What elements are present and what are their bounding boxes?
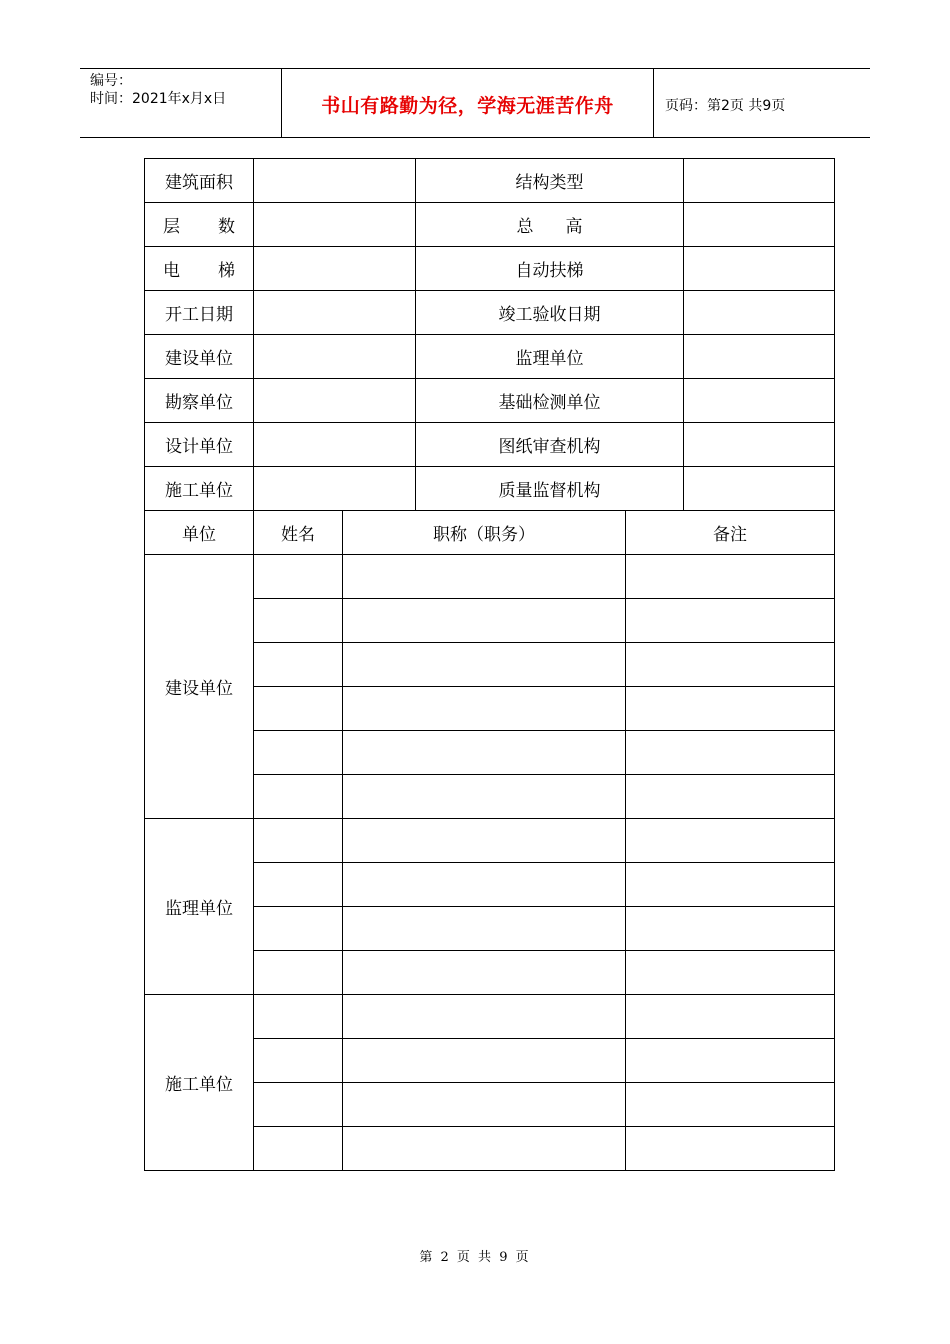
name-cell <box>254 1083 343 1127</box>
info-row <box>145 247 835 291</box>
info-label: 施工单位 <box>145 467 254 511</box>
info-value-cell <box>684 423 835 467</box>
info-row <box>145 467 835 511</box>
title-cell <box>343 599 626 643</box>
info-label: 建筑面积 <box>145 159 254 203</box>
info-label <box>145 247 254 291</box>
remark-cell <box>626 951 835 995</box>
info-value-cell <box>254 379 416 423</box>
time-label: 时间：2021年x月x日 <box>90 91 227 107</box>
remark-cell <box>626 819 835 863</box>
name-cell <box>254 995 343 1039</box>
label-char: 电 <box>163 261 180 281</box>
info-value-cell <box>254 159 416 203</box>
info-label: 建设单位 <box>145 335 254 379</box>
info-value-cell <box>684 159 835 203</box>
spread-label <box>517 212 583 237</box>
label-char: 高 <box>565 217 583 237</box>
info-label <box>416 203 684 247</box>
remark-cell <box>626 775 835 819</box>
info-label: 结构类型 <box>416 159 684 203</box>
title-cell <box>343 907 626 951</box>
label-char: 梯 <box>218 261 235 281</box>
header-divider <box>653 69 654 137</box>
remark-cell <box>626 687 835 731</box>
title-cell <box>343 995 626 1039</box>
group-label: 监理单位 <box>145 819 254 995</box>
header-meta <box>90 72 226 108</box>
name-cell <box>254 1127 343 1171</box>
remark-cell <box>626 555 835 599</box>
project-info-table <box>144 158 835 1171</box>
staff-row <box>145 995 835 1039</box>
label-char: 层 <box>163 217 180 237</box>
column-header: 职称（职务） <box>343 511 626 555</box>
info-label: 基础检测单位 <box>416 379 684 423</box>
remark-cell <box>626 599 835 643</box>
title-cell <box>343 1083 626 1127</box>
staff-row <box>145 555 835 599</box>
name-cell <box>254 819 343 863</box>
info-value-cell <box>684 203 835 247</box>
remark-cell <box>626 863 835 907</box>
remark-cell <box>626 731 835 775</box>
info-row <box>145 335 835 379</box>
remark-cell <box>626 1127 835 1171</box>
remark-cell <box>626 643 835 687</box>
column-header: 姓名 <box>254 511 343 555</box>
info-label: 开工日期 <box>145 291 254 335</box>
info-value-cell <box>254 291 416 335</box>
info-value-cell <box>254 423 416 467</box>
info-label: 图纸审查机构 <box>416 423 684 467</box>
number-label: 编号： <box>90 73 132 89</box>
name-cell <box>254 599 343 643</box>
info-row <box>145 291 835 335</box>
title-cell <box>343 775 626 819</box>
name-cell <box>254 775 343 819</box>
remark-cell <box>626 1083 835 1127</box>
page-number-label: 页码：第2页 共9页 <box>665 98 786 114</box>
group-label: 建设单位 <box>145 555 254 819</box>
column-header: 备注 <box>626 511 835 555</box>
remark-cell <box>626 1039 835 1083</box>
info-value-cell <box>684 247 835 291</box>
motto: 书山有路勤为径，学海无涯苦作舟 <box>321 95 614 117</box>
info-row <box>145 423 835 467</box>
info-row <box>145 159 835 203</box>
title-cell <box>343 1039 626 1083</box>
info-label <box>145 203 254 247</box>
info-label: 质量监督机构 <box>416 467 684 511</box>
name-cell <box>254 951 343 995</box>
staff-header-row <box>145 511 835 555</box>
page-header <box>80 68 870 138</box>
info-row <box>145 379 835 423</box>
label-char: 数 <box>218 217 235 237</box>
spread-label <box>145 212 253 237</box>
info-label: 设计单位 <box>145 423 254 467</box>
title-cell <box>343 643 626 687</box>
info-label: 竣工验收日期 <box>416 291 684 335</box>
label-char: 总 <box>516 217 534 237</box>
info-value-cell <box>684 379 835 423</box>
name-cell <box>254 863 343 907</box>
title-cell <box>343 1127 626 1171</box>
info-value-cell <box>254 247 416 291</box>
title-cell <box>343 687 626 731</box>
remark-cell <box>626 907 835 951</box>
info-value-cell <box>254 203 416 247</box>
staff-row <box>145 819 835 863</box>
name-cell <box>254 1039 343 1083</box>
spread-label <box>145 256 253 281</box>
page-footer: 第 2 页 共 9 页 <box>419 1250 531 1265</box>
title-cell <box>343 819 626 863</box>
info-value-cell <box>684 335 835 379</box>
name-cell <box>254 687 343 731</box>
title-cell <box>343 731 626 775</box>
column-header: 单位 <box>145 511 254 555</box>
name-cell <box>254 907 343 951</box>
info-row <box>145 203 835 247</box>
remark-cell <box>626 995 835 1039</box>
title-cell <box>343 951 626 995</box>
info-label: 自动扶梯 <box>416 247 684 291</box>
name-cell <box>254 555 343 599</box>
group-label: 施工单位 <box>145 995 254 1171</box>
title-cell <box>343 555 626 599</box>
info-label: 勘察单位 <box>145 379 254 423</box>
info-value-cell <box>684 291 835 335</box>
info-value-cell <box>254 467 416 511</box>
name-cell <box>254 731 343 775</box>
info-label: 监理单位 <box>416 335 684 379</box>
name-cell <box>254 643 343 687</box>
info-value-cell <box>684 467 835 511</box>
title-cell <box>343 863 626 907</box>
info-value-cell <box>254 335 416 379</box>
